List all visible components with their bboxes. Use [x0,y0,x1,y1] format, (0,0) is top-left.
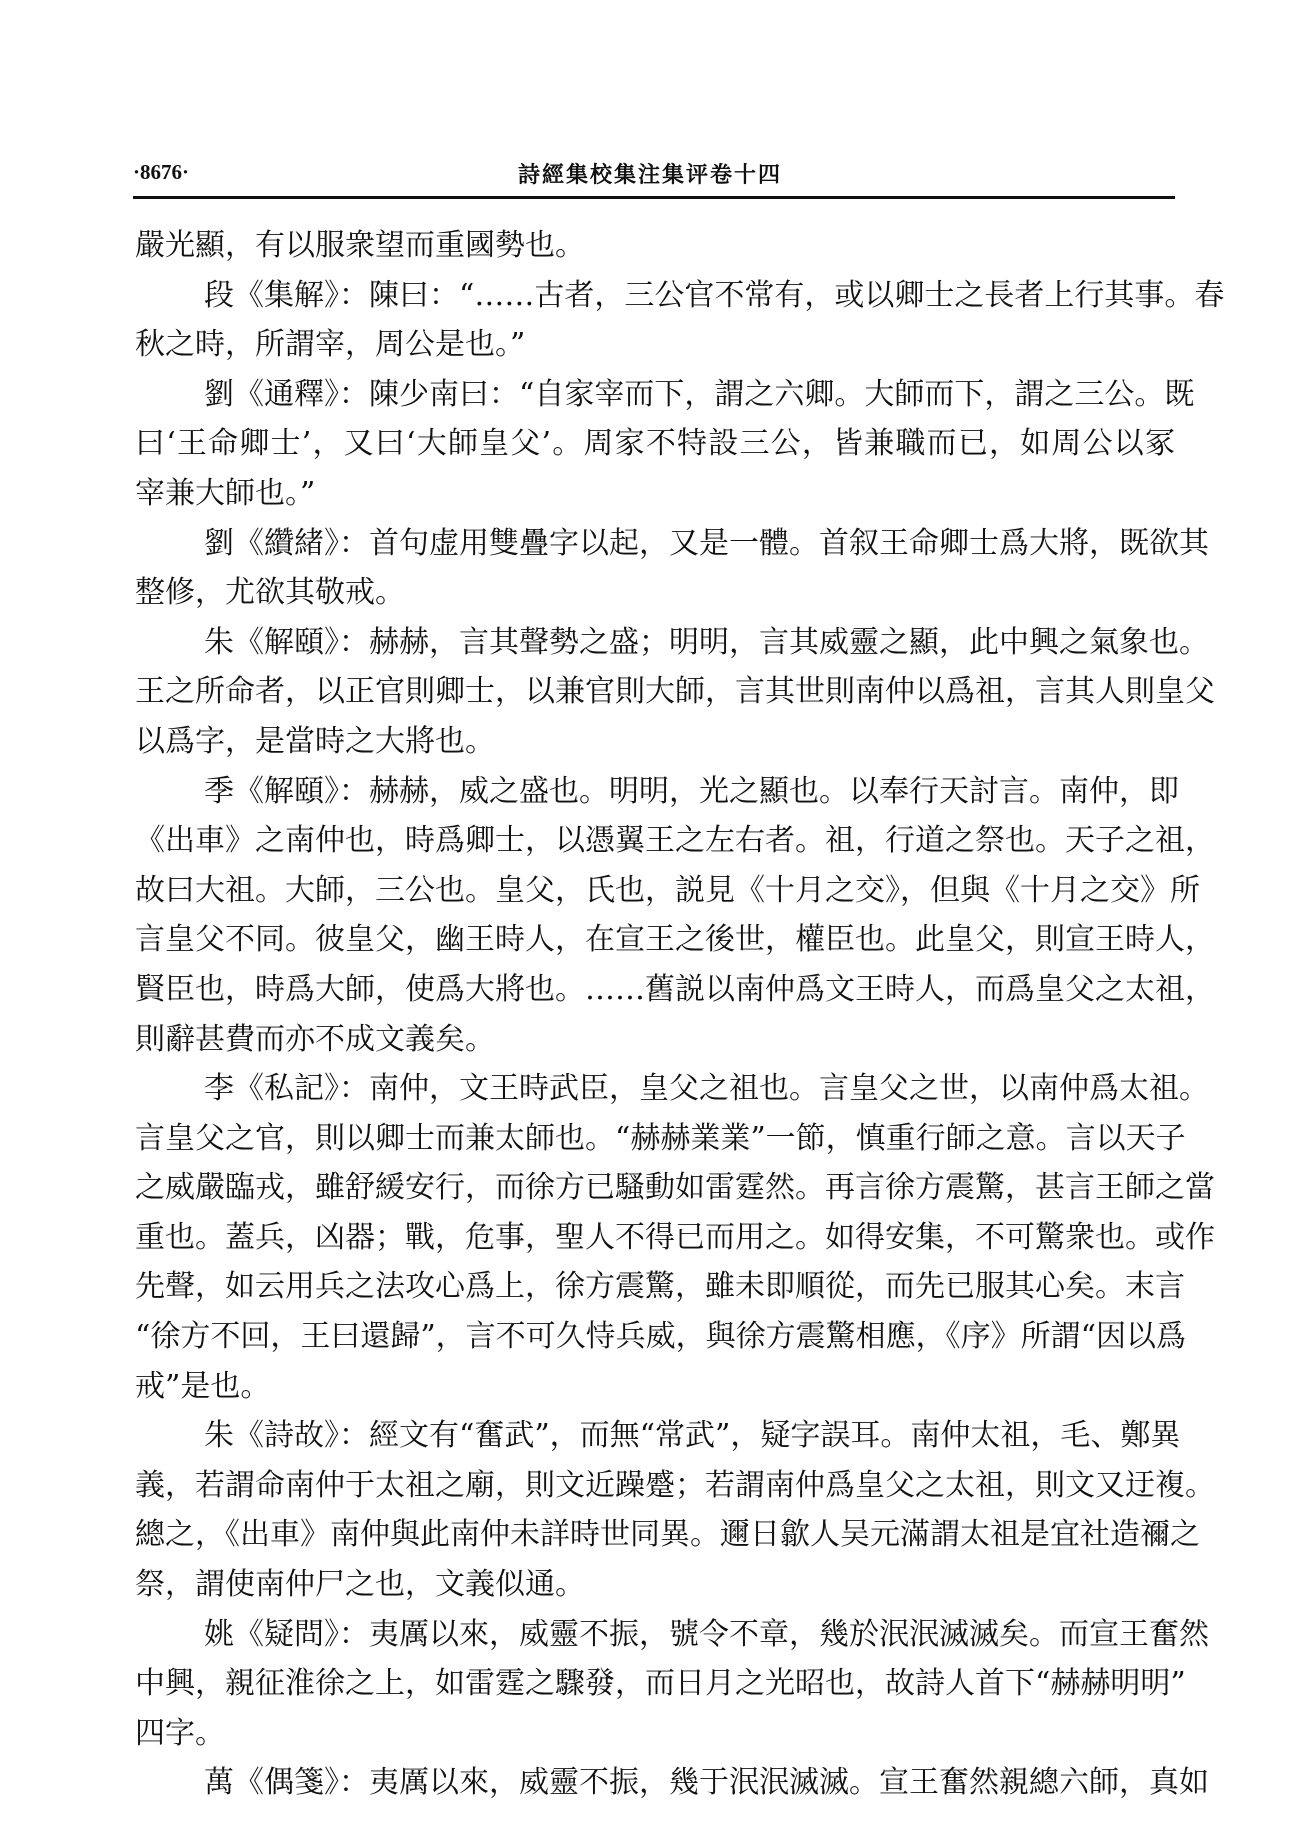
text-line: 總之，《出車》南仲與此南仲未詳時世同異。邇日歙人吴元滿謂太祖是宜社造禰之 [135,1517,1200,1553]
text-line: 之威嚴臨戎，雖舒緩安行，而徐方已騷動如雷霆然。再言徐方震驚，甚言王師之當 [135,1170,1215,1206]
text-line: 《出車》之南仲也，時爲卿士，以憑翼王之左右者。祖，行道之祭也。天子之祖， [135,823,1215,859]
text-line: 重也。蓋兵，凶器；戰，危事，聖人不得已而用之。如得安集，不可驚衆也。或作 [135,1219,1215,1255]
text-line: “徐方不回，王曰還歸”，言不可久恃兵威，與徐方震驚相應，《序》所謂“因以爲 [135,1319,1187,1355]
page-body [135,226,1225,1813]
text-line: 故曰大祖。大師，三公也。皇父，氏也，説見《十月之交》，但與《十月之交》所 [135,872,1200,908]
paragraph-first-line: 朱《詩故》：經文有“奮武”，而無“常武”，疑字誤耳。南仲太祖，毛、鄭異 [204,1418,1181,1454]
text-line: 言皇父之官，則以卿士而兼太師也。“赫赫業業”一節，慎重行師之意。言以天子 [135,1120,1186,1156]
text-line: 則辭甚費而亦不成文義矣。 [135,1021,495,1057]
paragraph-first-line: 萬《偶箋》：夷厲以來，威靈不振，幾于泯泯滅滅。宣王奮然親總六師，真如 [204,1765,1209,1801]
text-line: 中興，親征淮徐之上，如雷霆之驟發，而日月之光昭也，故詩人首下“赫赫明明” [135,1666,1186,1702]
paragraph-first-line: 姚《疑問》：夷厲以來，威靈不振，號令不章，幾於泯泯滅滅矣。而宣王奮然 [204,1616,1209,1652]
text-line: 曰‘王命卿士’，又曰‘大師皇父’。周家不特設三公，皆兼職而已，如周公以冢 [135,426,1175,462]
text-line: 四字。 [135,1715,225,1751]
text-line: 以爲字，是當時之大將也。 [135,723,495,759]
text-line: 整修，尤欲其敬戒。 [135,575,405,611]
text-line: 賢臣也，時爲大師，使爲大將也。……舊説以南仲爲文王時人，而爲皇父之太祖， [135,971,1215,1007]
paragraph-first-line: 劉《通釋》：陳少南曰：“自家宰而下，謂之六卿。大師而下，謂之三公。既 [204,376,1195,412]
running-title: 詩經集校集注集评卷十四 [517,162,782,188]
paragraph-first-line: 朱《解頤》：赫赫，言其聲勢之盛；明明，言其威靈之顯，此中興之氣象也。 [204,624,1209,660]
text-line: 嚴光顯，有以服衆望而重國勢也。 [135,228,585,263]
paragraph-first-line: 劉《纘緒》：首句虚用雙疊字以起，又是一體。首叙王命卿士爲大將，既欲其 [204,525,1209,561]
text-line: 宰兼大師也。” [135,475,316,511]
paragraph-first-line: 段《集解》：陳曰：“……古者，三公官不常有，或以卿士之長者上行其事。春 [204,277,1225,313]
text-line: 先聲，如云用兵之法攻心爲上，徐方震驚，雖未即順從，而先已服其心矣。末言 [135,1269,1185,1305]
paragraph-first-line: 李《私記》：南仲，文王時武臣，皇父之祖也。言皇父之世，以南仲爲太祖。 [204,1071,1209,1107]
header-rule [133,196,1175,199]
text-line: 言皇父不同。彼皇父，幽王時人，在宣王之後世，權臣也。此皇父，則宣王時人， [135,922,1215,958]
page-number: ·8676· [133,160,190,184]
text-line: 義，若謂命南仲于太祖之廟，則文近躁蹙；若謂南仲爲皇父之太祖，則文又迂複。 [135,1467,1215,1503]
text-line: 秋之時，所謂宰，周公是也。” [135,327,526,363]
text-line: 戒”是也。 [135,1368,271,1404]
text-line: 祭，謂使南仲尸之也，文義似通。 [135,1567,585,1603]
paragraph-first-line: 季《解頤》：赫赫，威之盛也。明明，光之顯也。以奉行天討言。南仲，即 [204,773,1179,809]
text-line: 王之所命者，以正官則卿士，以兼官則大師，言其世則南仲以爲祖，言其人則皇父 [135,674,1215,710]
